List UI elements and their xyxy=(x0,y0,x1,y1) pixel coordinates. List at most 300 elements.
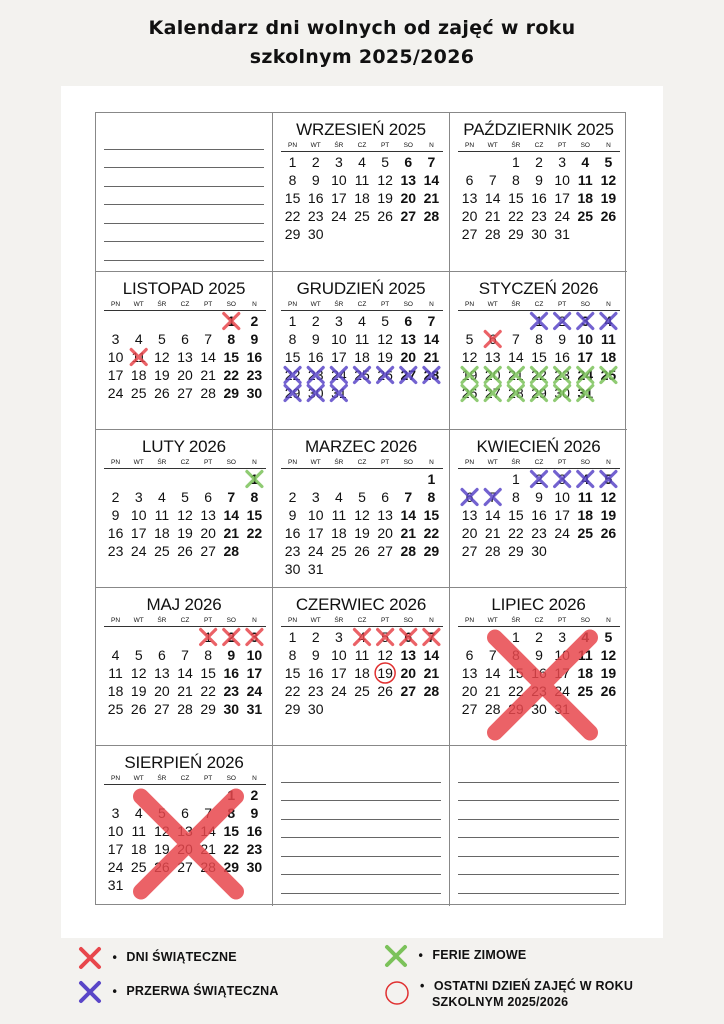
day-14: 14 xyxy=(484,190,501,206)
day-21: 21 xyxy=(200,841,216,857)
winter_break-x-mark xyxy=(578,368,593,383)
weekday-label: WT xyxy=(310,301,321,308)
day-13: 13 xyxy=(154,665,170,681)
day-8: 8 xyxy=(227,331,236,347)
blue-x-icon xyxy=(78,980,102,1004)
weekday-label: SO xyxy=(580,301,590,308)
weekday-label: N xyxy=(252,775,257,782)
christmas_break-x-mark xyxy=(578,472,593,487)
day-30: 30 xyxy=(246,385,263,401)
day-12: 12 xyxy=(130,665,147,681)
month-title: GRUDZIEŃ 2025 xyxy=(296,279,426,298)
day-1: 1 xyxy=(427,471,436,487)
day-29: 29 xyxy=(200,701,216,717)
day-18: 18 xyxy=(600,349,617,365)
day-25: 25 xyxy=(331,543,347,559)
day-7: 7 xyxy=(488,647,497,663)
day-18: 18 xyxy=(577,190,594,206)
day-17: 17 xyxy=(331,665,347,681)
day-16: 16 xyxy=(107,525,124,541)
day-26: 26 xyxy=(377,208,393,224)
weekday-label: WT xyxy=(487,142,498,149)
day-23: 23 xyxy=(223,683,240,699)
day-20: 20 xyxy=(461,208,478,224)
day-18: 18 xyxy=(354,190,370,206)
day-21: 21 xyxy=(484,525,501,541)
day-31: 31 xyxy=(107,877,124,893)
day-15: 15 xyxy=(531,349,547,365)
day-11: 11 xyxy=(601,331,616,347)
day-19: 19 xyxy=(130,683,147,699)
day-3: 3 xyxy=(334,629,343,645)
day-21: 21 xyxy=(423,665,440,681)
day-19: 19 xyxy=(154,841,170,857)
day-26: 26 xyxy=(177,543,193,559)
day-27: 27 xyxy=(400,208,417,224)
day-7: 7 xyxy=(511,331,520,347)
legend-bullet: • xyxy=(420,979,425,993)
christmas_break-x-mark xyxy=(462,490,477,505)
weekday-label: PN xyxy=(288,617,298,624)
day-21: 21 xyxy=(423,349,440,365)
day-28: 28 xyxy=(400,543,417,559)
weekday-label: PN xyxy=(111,301,121,308)
red-circle-icon xyxy=(384,980,410,1006)
day-30: 30 xyxy=(307,385,324,401)
day-20: 20 xyxy=(154,683,170,699)
day-23: 23 xyxy=(307,683,324,699)
day-22: 22 xyxy=(508,208,524,224)
day-20: 20 xyxy=(400,349,417,365)
day-7: 7 xyxy=(427,154,436,170)
winter_break-x-mark xyxy=(601,368,616,383)
christmas_break-x-mark xyxy=(285,368,300,383)
day-28: 28 xyxy=(200,385,216,401)
day-2: 2 xyxy=(535,471,543,487)
day-19: 19 xyxy=(600,507,617,523)
day-2: 2 xyxy=(288,489,297,505)
day-31: 31 xyxy=(246,701,263,717)
day-3: 3 xyxy=(111,805,120,821)
weekday-label: N xyxy=(429,301,434,308)
red-x-icon xyxy=(78,946,102,970)
day-11: 11 xyxy=(131,349,146,365)
day-1: 1 xyxy=(288,629,297,645)
day-19: 19 xyxy=(354,525,370,541)
day-27: 27 xyxy=(461,543,478,559)
day-9: 9 xyxy=(535,489,543,505)
day-19: 19 xyxy=(461,367,478,383)
day-5: 5 xyxy=(604,629,613,645)
day-16: 16 xyxy=(246,823,263,839)
winter_break-x-mark xyxy=(555,368,570,383)
day-8: 8 xyxy=(511,489,520,505)
day-9: 9 xyxy=(535,647,543,663)
day-27: 27 xyxy=(177,385,193,401)
day-10: 10 xyxy=(107,823,124,839)
day-17: 17 xyxy=(246,665,263,681)
day-9: 9 xyxy=(311,647,320,663)
day-6: 6 xyxy=(381,489,390,505)
day-2: 2 xyxy=(535,154,543,170)
day-18: 18 xyxy=(130,841,147,857)
day-24: 24 xyxy=(246,683,263,699)
winter_break-x-mark xyxy=(508,386,523,401)
day-5: 5 xyxy=(604,471,613,487)
day-6: 6 xyxy=(181,331,189,347)
day-3: 3 xyxy=(558,629,567,645)
day-6: 6 xyxy=(465,647,474,663)
day-12: 12 xyxy=(377,172,393,188)
weekday-label: N xyxy=(429,142,434,149)
day-4: 4 xyxy=(581,471,590,487)
weekday-label: SO xyxy=(226,301,236,308)
day-29: 29 xyxy=(508,226,524,242)
day-16: 16 xyxy=(246,349,263,365)
day-10: 10 xyxy=(331,331,347,347)
day-16: 16 xyxy=(307,190,324,206)
day-17: 17 xyxy=(554,665,570,681)
weekday-label: PT xyxy=(380,459,390,466)
day-26: 26 xyxy=(600,208,617,224)
day-27: 27 xyxy=(377,543,393,559)
day-25: 25 xyxy=(577,208,594,224)
day-20: 20 xyxy=(177,841,193,857)
day-14: 14 xyxy=(423,172,440,188)
day-15: 15 xyxy=(508,190,524,206)
day-12: 12 xyxy=(177,507,193,523)
legend-bullet: • xyxy=(112,984,117,999)
day-31: 31 xyxy=(554,701,570,717)
day-21: 21 xyxy=(223,525,240,541)
day-24: 24 xyxy=(554,525,570,541)
day-2: 2 xyxy=(250,787,259,803)
day-4: 4 xyxy=(358,629,366,645)
day-13: 13 xyxy=(377,507,393,523)
day-29: 29 xyxy=(508,701,524,717)
day-10: 10 xyxy=(246,647,263,663)
day-12: 12 xyxy=(154,823,170,839)
day-4: 4 xyxy=(134,331,143,347)
day-11: 11 xyxy=(108,665,123,681)
day-30: 30 xyxy=(307,701,324,717)
weekday-label: CZ xyxy=(180,775,190,782)
day-22: 22 xyxy=(508,525,524,541)
christmas_break-x-mark xyxy=(555,472,570,487)
day-14: 14 xyxy=(484,507,501,523)
day-13: 13 xyxy=(400,331,417,347)
day-30: 30 xyxy=(246,859,263,875)
day-13: 13 xyxy=(461,665,478,681)
day-17: 17 xyxy=(577,349,594,365)
day-2: 2 xyxy=(535,629,543,645)
day-18: 18 xyxy=(130,367,147,383)
weekday-label: WT xyxy=(487,301,498,308)
day-26: 26 xyxy=(600,525,617,541)
day-23: 23 xyxy=(246,367,263,383)
day-23: 23 xyxy=(307,208,324,224)
day-11: 11 xyxy=(577,172,593,188)
weekday-label: PN xyxy=(111,617,121,624)
day-5: 5 xyxy=(465,331,474,347)
day-18: 18 xyxy=(577,507,594,523)
day-9: 9 xyxy=(558,331,567,347)
weekday-label: N xyxy=(606,459,611,466)
day-1: 1 xyxy=(250,471,259,487)
christmas_break-x-mark xyxy=(424,368,439,383)
day-19: 19 xyxy=(600,190,617,206)
legend-holiday xyxy=(78,946,237,970)
day-2: 2 xyxy=(227,629,236,645)
winter_break-x-mark xyxy=(508,368,523,383)
day-31: 31 xyxy=(577,385,594,401)
day-24: 24 xyxy=(107,385,124,401)
day-4: 4 xyxy=(111,647,120,663)
day-19: 19 xyxy=(377,190,393,206)
day-16: 16 xyxy=(531,665,547,681)
weekday-label: ŚR xyxy=(157,459,167,466)
day-20: 20 xyxy=(484,367,501,383)
day-1: 1 xyxy=(204,629,213,645)
day-28: 28 xyxy=(484,226,501,242)
day-30: 30 xyxy=(307,226,324,242)
weekday-label: CZ xyxy=(534,301,544,308)
day-11: 11 xyxy=(354,647,370,663)
day-17: 17 xyxy=(554,190,570,206)
day-14: 14 xyxy=(423,647,440,663)
christmas_break-x-mark xyxy=(601,314,616,329)
weekday-label: WT xyxy=(133,301,144,308)
day-3: 3 xyxy=(134,489,143,505)
day-5: 5 xyxy=(381,154,390,170)
day-21: 21 xyxy=(484,208,501,224)
weekday-label: N xyxy=(252,459,257,466)
day-19: 19 xyxy=(600,665,617,681)
day-23: 23 xyxy=(531,525,547,541)
day-10: 10 xyxy=(554,647,570,663)
holiday-x-mark xyxy=(201,630,216,645)
day-18: 18 xyxy=(107,683,124,699)
weekday-label: WT xyxy=(133,459,144,466)
day-26: 26 xyxy=(377,683,393,699)
day-5: 5 xyxy=(157,331,166,347)
month-title: SIERPIEŃ 2026 xyxy=(124,753,244,772)
weekday-label: ŚR xyxy=(511,142,521,149)
day-29: 29 xyxy=(284,226,301,242)
weekday-label: ŚR xyxy=(334,459,344,466)
weekday-label: PN xyxy=(465,459,475,466)
weekday-label: N xyxy=(606,301,611,308)
weekday-label: WT xyxy=(133,775,144,782)
weekday-label: PT xyxy=(380,617,390,624)
day-22: 22 xyxy=(284,683,301,699)
day-21: 21 xyxy=(484,683,501,699)
day-11: 11 xyxy=(331,507,347,523)
legend-bullet: • xyxy=(418,948,423,963)
christmas_break-x-mark xyxy=(308,368,323,383)
day-3: 3 xyxy=(334,154,343,170)
weekday-label: SO xyxy=(226,459,236,466)
day-15: 15 xyxy=(246,507,263,523)
weekday-label: PN xyxy=(465,617,475,624)
day-2: 2 xyxy=(250,313,259,329)
day-4: 4 xyxy=(358,154,366,170)
day-23: 23 xyxy=(246,841,263,857)
weekday-label: ŚR xyxy=(334,617,344,624)
day-26: 26 xyxy=(600,683,617,699)
weekday-label: SO xyxy=(403,142,413,149)
day-6: 6 xyxy=(204,489,213,505)
day-7: 7 xyxy=(427,629,436,645)
day-14: 14 xyxy=(400,507,417,523)
day-14: 14 xyxy=(508,349,524,365)
christmas_break-x-mark xyxy=(578,314,593,329)
weekday-label: SO xyxy=(403,617,413,624)
day-8: 8 xyxy=(288,172,297,188)
day-4: 4 xyxy=(604,313,613,329)
day-1: 1 xyxy=(288,154,297,170)
day-4: 4 xyxy=(581,629,590,645)
holiday-x-mark xyxy=(224,314,239,329)
day-18: 18 xyxy=(354,665,370,681)
day-27: 27 xyxy=(400,683,417,699)
weekday-label: CZ xyxy=(357,459,367,466)
day-26: 26 xyxy=(154,385,170,401)
day-27: 27 xyxy=(461,701,478,717)
weekday-label: PT xyxy=(380,142,390,149)
day-11: 11 xyxy=(577,489,593,505)
day-16: 16 xyxy=(223,665,240,681)
day-25: 25 xyxy=(577,683,594,699)
day-3: 3 xyxy=(558,471,567,487)
day-1: 1 xyxy=(227,787,236,803)
day-12: 12 xyxy=(354,507,370,523)
day-25: 25 xyxy=(130,385,147,401)
month-title: LIPIEC 2026 xyxy=(491,595,586,614)
weekday-label: ŚR xyxy=(157,301,167,308)
holiday-x-mark xyxy=(224,630,239,645)
day-8: 8 xyxy=(227,805,236,821)
day-9: 9 xyxy=(535,172,543,188)
day-17: 17 xyxy=(307,525,324,541)
weekday-label: PN xyxy=(465,142,475,149)
day-24: 24 xyxy=(130,543,147,559)
green-x-icon xyxy=(384,944,408,968)
weekday-label: PT xyxy=(203,775,213,782)
day-8: 8 xyxy=(511,647,520,663)
day-26: 26 xyxy=(354,543,370,559)
day-16: 16 xyxy=(531,507,547,523)
day-9: 9 xyxy=(111,507,120,523)
weekday-label: PT xyxy=(557,301,567,308)
weekday-label: N xyxy=(429,617,434,624)
day-22: 22 xyxy=(531,367,547,383)
day-11: 11 xyxy=(354,331,370,347)
weekday-label: CZ xyxy=(534,617,544,624)
day-16: 16 xyxy=(307,349,324,365)
day-7: 7 xyxy=(181,647,189,663)
day-1: 1 xyxy=(511,154,520,170)
day-18: 18 xyxy=(354,349,370,365)
winter_break-x-mark xyxy=(578,386,593,401)
day-4: 4 xyxy=(334,489,343,505)
winter_break-x-mark xyxy=(555,386,570,401)
day-21: 21 xyxy=(423,190,440,206)
day-23: 23 xyxy=(554,367,570,383)
day-9: 9 xyxy=(250,805,259,821)
day-12: 12 xyxy=(600,489,617,505)
month-title: MAJ 2026 xyxy=(146,595,222,614)
christmas_break-x-mark xyxy=(354,368,369,383)
day-8: 8 xyxy=(204,647,213,663)
weekday-label: PN xyxy=(465,301,475,308)
day-5: 5 xyxy=(157,805,166,821)
day-8: 8 xyxy=(288,331,297,347)
day-7: 7 xyxy=(488,172,497,188)
day-9: 9 xyxy=(227,647,236,663)
day-24: 24 xyxy=(107,859,124,875)
day-24: 24 xyxy=(554,683,570,699)
day-13: 13 xyxy=(484,349,501,365)
day-17: 17 xyxy=(130,525,147,541)
weekday-label: ŚR xyxy=(334,301,344,308)
day-14: 14 xyxy=(200,823,216,839)
weekday-label: CZ xyxy=(180,617,190,624)
day-22: 22 xyxy=(508,683,524,699)
day-29: 29 xyxy=(508,543,524,559)
month-title: LISTOPAD 2025 xyxy=(122,279,246,298)
winter_break-x-mark xyxy=(462,386,477,401)
day-17: 17 xyxy=(107,367,124,383)
weekday-label: SO xyxy=(580,617,590,624)
day-9: 9 xyxy=(250,331,259,347)
weekday-label: SO xyxy=(580,142,590,149)
weekday-label: CZ xyxy=(180,459,190,466)
month-title: KWIECIEŃ 2026 xyxy=(476,437,601,456)
day-18: 18 xyxy=(577,665,594,681)
weekday-label: SO xyxy=(226,775,236,782)
day-19: 19 xyxy=(377,665,393,681)
day-31: 31 xyxy=(554,226,570,242)
day-15: 15 xyxy=(508,507,524,523)
weekday-label: N xyxy=(606,142,611,149)
day-9: 9 xyxy=(311,331,320,347)
christmas_break-x-mark xyxy=(331,386,346,401)
day-25: 25 xyxy=(130,859,147,875)
day-30: 30 xyxy=(531,701,547,717)
day-15: 15 xyxy=(284,190,301,206)
day-1: 1 xyxy=(535,313,543,329)
day-25: 25 xyxy=(577,525,594,541)
summer-x-mark-lipiec xyxy=(495,638,590,733)
day-9: 9 xyxy=(311,172,320,188)
day-24: 24 xyxy=(331,208,347,224)
day-6: 6 xyxy=(488,331,497,347)
day-23: 23 xyxy=(107,543,124,559)
day-3: 3 xyxy=(311,489,320,505)
day-16: 16 xyxy=(531,190,547,206)
day-13: 13 xyxy=(177,823,193,839)
winter_break-x-mark xyxy=(531,368,546,383)
day-30: 30 xyxy=(223,701,240,717)
day-17: 17 xyxy=(331,349,347,365)
day-5: 5 xyxy=(381,629,390,645)
day-23: 23 xyxy=(531,683,547,699)
weekday-label: SO xyxy=(403,301,413,308)
day-22: 22 xyxy=(223,367,240,383)
day-6: 6 xyxy=(465,489,474,505)
day-19: 19 xyxy=(177,525,193,541)
